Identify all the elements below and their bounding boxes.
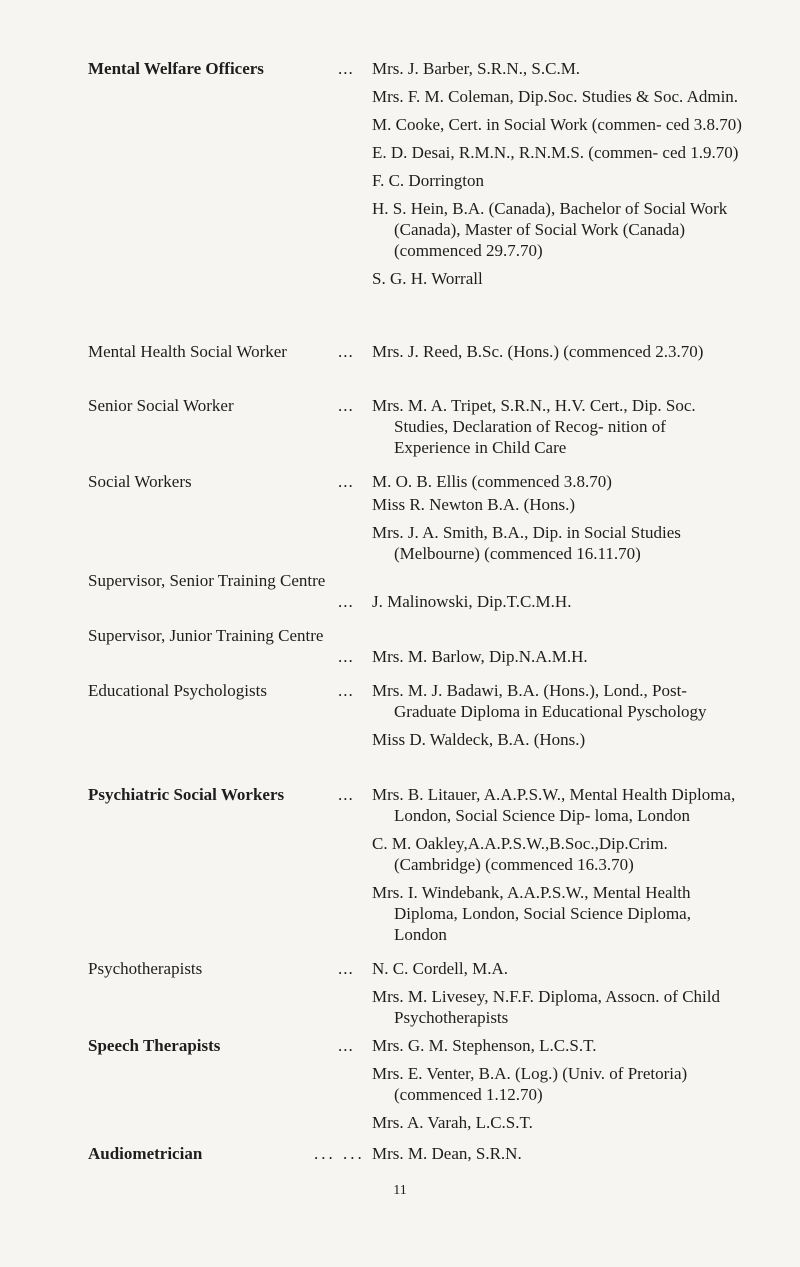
person-entry: N. C. Cordell, M.A. (372, 959, 508, 978)
leader-dots: ... (338, 396, 354, 415)
person-list (372, 784, 744, 952)
person-list (372, 58, 744, 296)
person-entry: S. G. H. Worrall (372, 269, 483, 288)
leader-dots: ... (338, 1036, 354, 1055)
person-list (372, 395, 744, 465)
person-entry: M. O. B. Ellis (commenced 3.8.70) (372, 472, 612, 491)
person-list (372, 1035, 744, 1140)
person-entry: Mrs. J. A. Smith, B.A., Dip. in Social Studies (Melbourne) (commenced 16.11.70) (372, 523, 681, 563)
role-label: Supervisor, Senior Training Centre (88, 571, 326, 590)
role-label: Mental Welfare Officers (88, 59, 264, 78)
person-entry: Mrs. M. J. Badawi, B.A. (Hons.), Lond., Post-Graduate Diploma in Educational Pyschology (372, 681, 707, 721)
person-list (372, 680, 744, 757)
person-entry: C. M. Oakley,A.A.P.S.W.,B.Soc.,Dip.Crim. (Cambridge) (commenced 16.3.70) (372, 834, 668, 874)
person-entry: Mrs. M. Dean, S.R.N. (372, 1144, 522, 1163)
leader-dots: ... ... (314, 1144, 365, 1163)
leader-dots: ... (338, 785, 354, 804)
role-label: Psychiatric Social Workers (88, 785, 285, 804)
leader-dots: ... (338, 342, 354, 361)
person-entry: Mrs. E. Venter, B.A. (Log.) (Univ. of Pretoria) (commenced 1.12.70) (372, 1064, 688, 1104)
person-entry: E. D. Desai, R.M.N., R.N.M.S. (commen- ced 1.9.70) (372, 143, 739, 162)
role-label: Supervisor, Junior Training Centre (88, 626, 324, 645)
person-list (372, 958, 744, 1035)
person-entry: Mrs. J. Reed, B.Sc. (Hons.) (commenced 2.3.70) (372, 342, 704, 361)
role-label: Speech Therapists (88, 1036, 221, 1055)
leader-dots: ... (338, 59, 354, 78)
role-label: Social Workers (88, 472, 192, 491)
leader-dots: ... (338, 472, 354, 491)
leader-dots: ... (338, 681, 354, 700)
person-entry: Mrs. J. Barber, S.R.N., S.C.M. (372, 59, 581, 78)
person-entry: Mrs. I. Windebank, A.A.P.S.W., Mental Health Diploma, London, Social Science Diploma, London (372, 883, 691, 944)
leader-dots: ... (338, 959, 354, 978)
role-label: Mental Health Social Worker (88, 342, 287, 361)
person-entry: J. Malinowski, Dip.T.C.M.H. (372, 592, 572, 611)
person-entry: Mrs. A. Varah, L.C.S.T. (372, 1113, 533, 1132)
person-list (372, 471, 744, 571)
person-entry: F. C. Dorrington (372, 171, 484, 190)
page-number: 11 (393, 1183, 407, 1198)
role-label: Senior Social Worker (88, 396, 234, 415)
role-label: Audiometrician (88, 1144, 203, 1163)
leader-dots: ... (338, 592, 354, 611)
person-entry: Mrs. M. A. Tripet, S.R.N., H.V. Cert., Dip. Soc. Studies, Declaration of Recog- nition of Experience in Child Care (372, 396, 696, 457)
person-list (372, 646, 744, 674)
role-label: Educational Psychologists (88, 681, 267, 700)
person-list (372, 591, 744, 619)
person-entry: Mrs. B. Litauer, A.A.P.S.W., Mental Health Diploma, London, Social Science Dip- loma, London (372, 785, 736, 825)
person-entry: Mrs. M. Livesey, N.F.F. Diploma, Assocn. of Child Psychotherapists (372, 987, 720, 1027)
person-entry: Mrs. M. Barlow, Dip.N.A.M.H. (372, 647, 588, 666)
person-entry: H. S. Hein, B.A. (Canada), Bachelor of Social Work (Canada), Master of Social Work (Canada) (commenced 29.7.70) (372, 199, 728, 260)
leader-dots: ... (338, 647, 354, 666)
role-label: Psychotherapists (88, 959, 203, 978)
person-list (372, 341, 744, 369)
person-entry: Mrs. F. M. Coleman, Dip.Soc. Studies & Soc. Admin. (372, 87, 739, 106)
person-entry: Mrs. G. M. Stephenson, L.C.S.T. (372, 1036, 597, 1055)
person-entry: M. Cooke, Cert. in Social Work (commen- ced 3.8.70) (372, 115, 742, 134)
person-entry: Miss D. Waldeck, B.A. (Hons.) (372, 730, 586, 749)
person-entry: Miss R. Newton B.A. (Hons.) (372, 495, 576, 514)
person-list (372, 1143, 744, 1171)
